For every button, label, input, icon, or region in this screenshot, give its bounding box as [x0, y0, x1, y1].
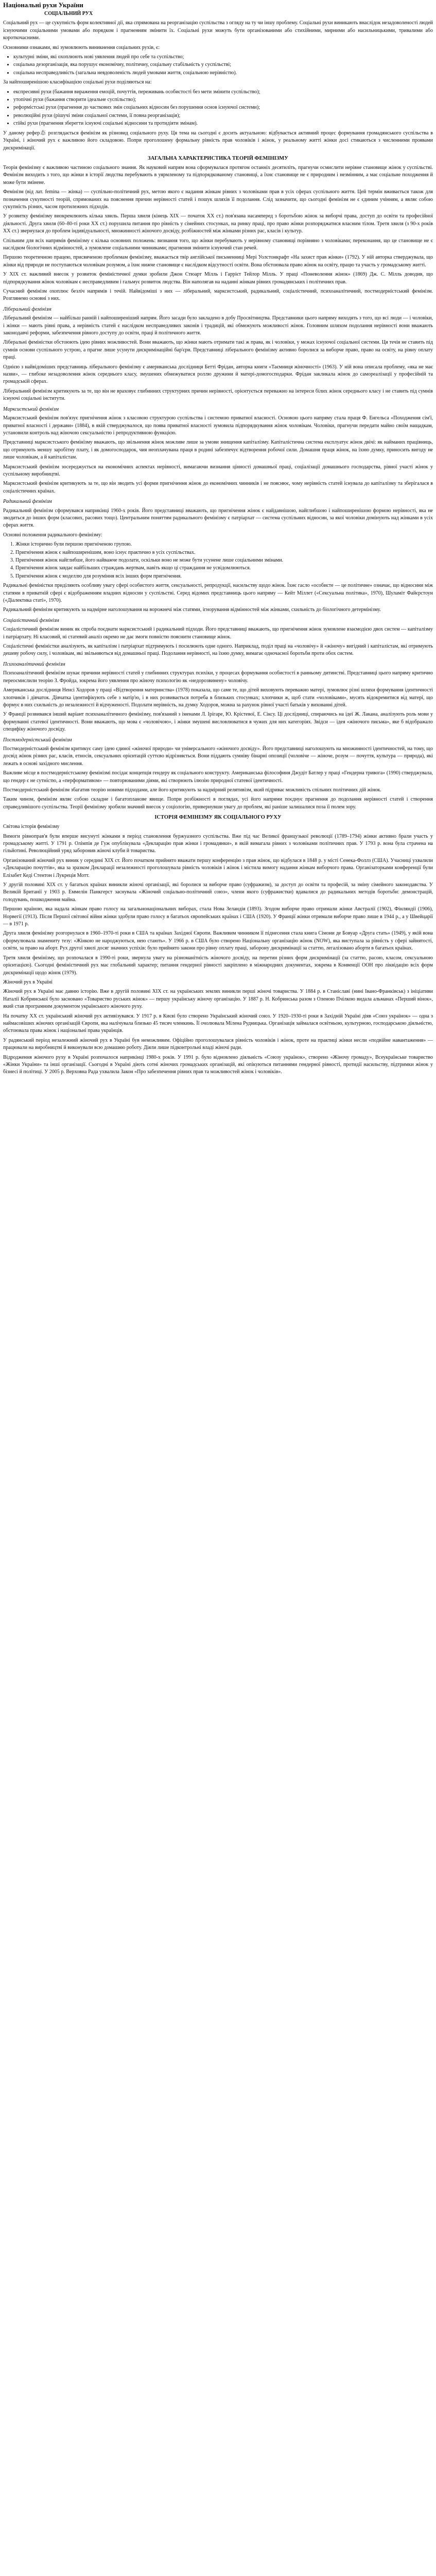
paragraph: Світова історія фемінізму	[3, 824, 60, 830]
list-item: 2. Пригнічення жінок є найпоширенішим, воно існує практично в усіх суспільствах.	[15, 549, 433, 556]
paragraph: Вимоги рівноправ'я були вперше висунуті жінками в період становлення буржуазного суспільства. Вже під час Великої французької революції (1789–1794) жінки активно брали участь у громадському житті. У 1791 р. Олімпія де Гуж опублікувала «Декларацію прав жінки і громадянки», в якій вимагала рівних з чоловіками політичних прав. У 1793 р. вона була страчена на гільйотині. Революційний уряд заборонив жіночі клуби й товариства.	[3, 833, 433, 854]
paragraph: Важливе місце в постмодерністському фемінізмі посідає концепція гендеру як соціального конструкту. Американська філософиня Джудіт Батлер у праці «Гендерна тривога» (1990) стверджувала, що гендер є не сутністю, а «перформативом» — повторюваними діями, які створюють ілюзію природної статевої ідентичності.	[3, 770, 433, 784]
paragraph: Жіночий рух в Україні	[3, 979, 53, 985]
paragraph: У розвитку фемінізму виокремлюють кілька хвиль. Перша хвиля (кінець XIX — початок XX ст.) пов'язана насамперед з боротьбою жінок за виборчі права, доступ до освіти та професійної діяльності. Друга хвиля (60–80-ті роки XX ст.) порушила питання про рівність у сімейних стосунках, на ринку праці, про право жінки розпоряджатися власним тілом. Третя хвиля (з 90-х років XX ст.) звернулася до проблем індивідуальності, множинності жіночого досвіду, розбіжностей між жінками різних рас, класів і культур.	[3, 213, 433, 234]
paragraph: У даному рефер态 розглядається фемінізм як різновид соціального руху. Ця тема на сьогодні є досить актуальною: відбувається активний процес формування громадянського суспільства в Україні, і жіночий рух є важливою його складовою. Попри проголошену формальну рівність прав чоловіків і жінок, у реальному житті жінки досі стикаються з численними проявами дискримінації.	[3, 130, 433, 151]
section-heading: Постмодерністський фемінізм	[3, 737, 72, 743]
section-heading: ІСТОРІЯ ФЕМІНІЗМУ ЯК СОЦІАЛЬНОГО РУХУ	[154, 815, 282, 821]
paragraph: Організований жіночий рух виник у середині XIX ст. Його початком прийнято вважати першу конференцію з прав жінок, що відбулася в 1848 р. у місті Сенека-Фоллз (США). Учасниці ухвалили «Декларацію почуттів», яка за зразком Декларації незалежності проголошувала рівність чоловіків і жінок і містила вимогу надання жінкам виборчого права. Організаторками конференції були Елізабет Кеді Стентон і Лукреція Мотт.	[3, 857, 433, 878]
page-subtitle: СОЦІАЛЬНИЙ РУХ	[44, 11, 93, 16]
paragraph: Третя хвиля фемінізму, що розпочалася в 1990-ті роки, звернула увагу на різноманітність жіночого досвіду, на перетин різних форм дискримінації (за статтю, расою, класом, сексуальною орієнтацією). Сьогодні феміністичний рух має глобальний характер; питання гендерної рівності закріплено в міжнародних документах, зокрема в Конвенції ООН про ліквідацію всіх форм дискримінації щодо жінок (1979).	[3, 955, 433, 976]
list-item: • культурні зміни, які охоплюють нові уявлення людей про себе та суспільство;	[13, 54, 433, 61]
document-body	[3, 20, 433, 1076]
paragraph: Американська дослідниця Ненсі Ходоров у праці «Відтворення материнства» (1978) показала, що саме те, що дітей виховують переважно матері, зумовлює різні шляхи формування ідентичності хлопчиків і дівчаток. Дівчатка ідентифікують себе з матір'ю, і в них розвивається потреба в близьких стосунках; хлопчики ж, щоб стати «чоловіками», мусять відокремитися від матері, що формує в них схильність до незалежності й відчуженості. Подолати нерівність, на думку Ходоров, можна за рахунок рівної участі батьків у вихованні дітей.	[3, 687, 433, 708]
paragraph: Першою країною, яка надала жінкам право голосу на загальнонаціональних виборах, стала Нова Зеландія (1893). Згодом виборче право отримали жінки Австралії (1902), Фінляндії (1906), Норвегії (1913). Після Першої світової війни жінки здобули право голосу в багатьох європейських країнах і США (1920). У Франції жінки отримали виборче право лише в 1944 р., а у Швейцарії — в 1971 р.	[3, 906, 433, 927]
section-heading: Соціалістичний фемінізм	[3, 617, 59, 623]
section-heading: Ліберальний фемінізм	[3, 306, 51, 312]
paragraph: Радикальний фемінізм критикують за надмірне наголошування на ворожнечі між статями, ігнорування відмінностей між жінками, схильність до біологічного детермінізму.	[3, 607, 381, 613]
document-page	[0, 0, 436, 1076]
section-heading: Радикальний фемінізм	[3, 499, 52, 505]
paragraph: Фемінізм (від лат. femina — жінка) — суспільно-політичний рух, метою якого є надання жінкам рівних з чоловіками прав в усіх сферах суспільного життя. Цей термін вживається також для позначення сукупності теорій, спрямованих на пояснення причин нерівності статей і пошук шляхів її подолання. Слід зазначити, що сьогодні фемінізм не є єдиним учінням, а являє собою сукупність різних, часом протилежних підходів.	[3, 189, 433, 210]
paragraph: Марксистський фемінізм пов'язує пригнічення жінок з класовою структурою суспільства і системою приватної власності. Основою цього напряму стала праця Ф. Енгельса «Походження сім'ї, приватної власності і держави» (1884), в якій стверджувалося, що поява приватної власності зумовила підпорядкування жінок чоловікам. Чоловіки, прагнучи передати майно своїм нащадкам, установили контроль над жіночою сексуальністю і репродуктивною функцією.	[3, 415, 433, 436]
paragraph: Основними ознаками, які зумовлюють виникнення соціальних рухів, є:	[3, 44, 160, 50]
section-heading: Марксистський фемінізм	[3, 406, 59, 412]
paragraph: Теорія фемінізму є важливою частиною соціального знання. Як науковий напрям вона сформувалася протягом останніх десятиліть, прагнучи осмислити нерівне становище жінок у суспільстві. Фемінізм виходить з того, що жінки в історії людства перебувають в уярмленому та підпорядкованому становищі, а їхнє становище не є природним і незмінним, а має соціальне походження й може бути змінене.	[3, 164, 433, 185]
paragraph: Основні положення радикального фемінізму:	[3, 532, 102, 538]
paragraph: Психоаналітичний фемінізм шукає причини нерівності статей у глибинних структурах психіки, у процесах формування особистості в ранньому дитинстві. Представниці цього напряму критично переосмислили теорію З. Фройда, зокрема його уявлення про жіночу психологію як «недорозвинену» чоловічу.	[3, 670, 433, 684]
paragraph: За найпоширенішою класифікацією соціальні рухи поділяються на:	[3, 79, 152, 86]
paragraph: Радикальний фемінізм сформувався наприкінці 1960-х років. Його представниці вважають, що пригнічення жінок є найдавнішою, найглибшою і найпоширенішою формою нерівності, яка не зводиться до інших форм (класових, расових тощо). Центральним поняттям радикального фемінізму є патріархат — система суспільних відносин, за якої чоловіки домінують над жінками в усіх сферах життя.	[3, 507, 433, 529]
paragraph: Відродження жіночого руху в Україні розпочалося наприкінці 1980-х років. У 1991 р. було відновлено діяльність «Союзу українок», створено «Жіночу громаду», Всеукраїнське товариство «Жінки України» та інші організації. Сьогодні в Україні діють сотні жіночих громадських організацій, які опікуються питаннями гендерної рівності, протидії насильству, підтримки жінок у бізнесі й політиці. У 2005 р. Верховна Рада ухвалила Закон «Про забезпечення рівних прав та можливостей жінок і чоловіків».	[3, 1054, 433, 1075]
paragraph: Ліберальний фемінізм — найбільш ранній і найпоширеніший напрям. Його засади було закладено в добу Просвітництва. Представники цього напряму виходять з того, що всі люди — і чоловіки, і жінки — мають рівні права, а нерівність статей є наслідком несправедливих законів і традицій, які обмежують можливості жінок. Головним шляхом подолання нерівності вони вважають законодавчі реформи, забезпечення рівного доступу до освіти, праці й політичного життя.	[3, 315, 433, 336]
paragraph: Ліберальний фемінізм критикують за те, що він не враховує глибинних структурних причин нерівності, орієнтується переважно на інтереси білих жінок середнього класу і не ставить під сумнів існуючі соціальні інститути.	[3, 388, 433, 402]
paragraph: У Франції розвивався інший варіант психоаналітичного фемінізму, пов'язаний з іменами Л. Ірігаре, Ю. Крістевої, Е. Сіксу. Ці дослідниці, спираючись на ідеї Ж. Лакана, аналізують роль мови у формуванні статевої ідентичності. Вони вважають, що мова є «чоловічою», і жінки змушені висловлюватися в чужих для них категоріях. Звідси — ідея «жіночого письма», яке б відображало специфіку жіночого досвіду.	[3, 711, 433, 733]
list-item: 5. Пригнічення жінок є моделлю для розуміння всіх інших форм пригнічення.	[15, 573, 433, 580]
paragraph: У другій половині XIX ст. у багатьох країнах виникли жіночі організації, які боролися за виборче право (суфражизм), за доступ до освіти та професій, за зміну сімейного законодавства. У Великій Британії у 1903 р. Еммелін Панкгерст заснувала «Жіночий соціально-політичний союз», члени якого (суфражистки) вдавалися до радикальних методів боротьби: демонстрацій, голодувань, пошкодження майна.	[3, 882, 433, 903]
list-item: • реформістські рухи (прагнення до часткових змін соціальних відносин без порушення основ існуючої системи);	[13, 104, 433, 111]
paragraph: У радянський період незалежний жіночий рух в Україні був неможливим. Офіційно проголошувалася рівність чоловіків і жінок, проте на практиці жінки несли «подвійне навантаження» — працювали на виробництві й виконували всю домашню роботу. Діяли лише підконтрольні владі жіночі ради.	[3, 1037, 433, 1051]
list-item: 4. Пригнічення жінок завдає найбільших страждань жертвам, навіть якщо ці страждання не усвідомлюються.	[15, 565, 433, 572]
list-item: • соціальна дезорганізація, яка порушує економічну, політичну, соціальну стабільність у суспільстві;	[13, 61, 433, 69]
paragraph: Однією з найвідоміших представниць ліберального фемінізму є американська дослідниця Бетті Фрідан, авторка книги «Таємниця жіночності» (1963). У ній вона описала проблему, «яка не має назви», — глибоке незадоволення жінок середнього класу, змушених обмежуватися роллю дружини й матері-домогосподарки. Фрідан закликала жінок до самореалізації у професійній та громадській сферах.	[3, 364, 433, 385]
paragraph: У XIX ст. важливий внесок у розвиток феміністичної думки зробили Джон Стюарт Мілль і Гаррієт Тейлор Мілль. У праці «Поневолення жінок» (1869) Дж. С. Мілль доводив, що підпорядкування жінок чоловікам є несправедливим і гальмує розвиток людства. Він наполягав на наданні жінкам рівних громадянських і політичних прав.	[3, 272, 433, 285]
paragraph: Сучасний фемінізм охоплює безліч напрямів і течій. Найвідоміші з них — ліберальний, марксистський, радикальний, соціалістичний, психоаналітичний, постмодерністський фемінізм. Розглянемо основні з них.	[3, 289, 433, 302]
bullet-list	[3, 89, 433, 128]
numbered-list	[3, 541, 433, 580]
paragraph: Марксистський фемінізм критикують за те, що він зводить усі форми пригнічення жінок до економічних чинників і не пояснює, чому нерівність статей існувала до капіталізму та зберігалася в соціалістичних країнах.	[3, 481, 433, 494]
paragraph: Соціалістичний фемінізм виник як спроба поєднати марксистський і радикальний підходи. Його представниці вважають, що пригнічення жінок зумовлене взаємодією двох систем — капіталізму і патріархату. Ні класовий, ні статевий аналіз окремо не дає змоги повністю пояснити становище жінок.	[3, 626, 433, 640]
paragraph: Жіночий рух в Україні має давню історію. Вже в другій половині XIX ст. на українських землях виникли перші жіночі товариства. У 1884 р. в Станіславі (нині Івано-Франківськ) з ініціативи Наталії Кобринської було засновано «Товариство руських жінок» — першу українську жіночу організацію. У 1887 р. Н. Кобринська разом з Оленою Пчілкою видала альманах «Перший вінок», який став програмним документом українського жіночого руху.	[3, 989, 433, 1010]
paragraph: Радикальні феміністки приділяють особливу увагу сфері особистого життя, сексуальності, репродукції, насильству щодо жінок. Їхнє гасло «особисте — це політичне» означає, що відносини між статями в приватній сфері є відображенням владних відносин у суспільстві. Серед відомих представниць цього напряму — Кейт Міллет («Сексуальна політика», 1970), Шуламіт Файєрстоун («Діалектика статі», 1970).	[3, 583, 433, 604]
paragraph: Першою теоретичною працею, присвяченою проблемам фемінізму, вважається твір англійської письменниці Мері Уолстонкрафт «На захист прав жінки» (1792). У ній авторка стверджувала, що жінки від природи не поступаються чоловікам розумом, а їхнє нижче становище є наслідком відсутності освіти. Вона обстоювала право жінок на освіту, працю та участь у громадському житті.	[3, 255, 433, 268]
paragraph: Постмодерністський фемінізм критикує саму ідею єдиної «жіночої природи» чи універсального «жіночого досвіду». Його представниці наголошують на множинності ідентичностей, на тому, що досвід жінок різних рас, класів, етносів, сексуальних орієнтацій суттєво відрізняється. Вони піддають сумніву бінарні опозиції (чоловіче — жіноче, розум — почуття, культура — природа), які лежать в основі західного мислення.	[3, 745, 433, 767]
paragraph: Спільним для всіх напрямів фемінізму є кілька основних положень: визнання того, що жінки перебувають у нерівному становищі порівняно з чоловіками; переконання, що це становище не є наслідком біологічних відмінностей, а зумовлене соціальними чинниками; прагнення змінити існуючий стан речей.	[3, 238, 433, 251]
list-item: • стійкі рухи (прагнення зберегти існуючі соціальні відносини та протидіяти змінам).	[13, 120, 433, 127]
paragraph: Таким чином, фемінізм являє собою складне і багатопланове явище. Попри розбіжності в поглядах, усі його напрями поєднує прагнення до подолання нерівності статей і створення справедливішого суспільства. Теорії фемінізму зробили значний внесок у соціологію, привернувши увагу до проблем, які раніше залишалися поза її полем зору.	[3, 796, 433, 810]
paragraph: На початку XX ст. український жіночий рух активізувався. У 1917 р. в Києві було створено Український жіночий союз. У 1920–1930-ті роки в Західній Україні діяв «Союз українок» — одна з наймасовіших жіночих організацій Європи, яка налічувала близько 45 тисяч членкинь. Її очолювала Мілена Рудницька. Організація займалася освітньою, культурною, господарською діяльністю, обстоювала права жінок і національні права українців.	[3, 1013, 433, 1034]
page-title: Національні рухи України	[3, 1, 83, 9]
section-heading: Психоаналітичний фемінізм	[3, 661, 65, 667]
bullet-list	[3, 54, 433, 77]
list-item: 3. Пригнічення жінок найглибше, його найважче подолати, оскільки воно не може бути усунене лише соціальними змінами.	[15, 557, 433, 564]
section-heading: ЗАГАЛЬНА ХАРАКТЕРИСТИКА ТЕОРІЙ ФЕМІНІЗМУ	[148, 155, 288, 161]
list-item: • революційні рухи (рішучі зміни соціальної системи, її повна реорганізація);	[13, 112, 433, 120]
paragraph: Друга хвиля фемінізму розгорнулася в 1960–1970-ті роки в США та країнах Західної Європи. Важливим чинником її піднесення стала книга Сімони де Бовуар «Друга стать» (1949), у якій вона сформулювала знамениту тезу: «Жінкою не народжуються, нею стають». У 1966 р. в США було створено Національну організацію жінок (NOW), яка виступала за рівність у сфері зайнятості, освіти, за право на аборт. Рух другої хвилі досяг значних успіхів: було прийнято закони про рівну оплату праці, заборону дискримінації за статтю, легалізовано аборти в багатьох країнах.	[3, 930, 433, 952]
list-item: 1. Жінки історично були першою пригніченою групою.	[15, 541, 433, 548]
list-item: • соціальна несправедливість (загальна невдоволеність людей умовами життя, соціальною нерівністю).	[13, 70, 433, 77]
list-item: • експресивні рухи (бажання вираження емоцій, почуттів, переживань особистості без мети змінити суспільство);	[13, 89, 433, 96]
paragraph: Постмодерністський фемінізм збагатив теорію новими підходами, але його критикують за надмірний релятивізм, який підриває можливість спільних політичних дій жінок.	[3, 787, 381, 793]
list-item: • утопічні рухи (бажання створити ідеальне суспільство);	[13, 96, 433, 104]
paragraph: Соціальний рух — це сукупність форм колективної дії, яка спрямована на реорганізацію суспільства з огляду на ту чи іншу проблему. Соціальні рухи виникають внаслідок незадоволеності людей існуючими соціальними умовами або порядком і прагненням змінити їх. Соціальні рухи можуть бути організованими або стихійними, мирними або насильницькими, тривалими або короткочасними.	[3, 20, 433, 41]
paragraph: Соціалістичні феміністки аналізують, як капіталізм і патріархат підтримують і посилюють одне одного. Наприклад, поділ праці на «чоловічу» й «жіночу» вигідний і капіталістам, які отримують дешеву робочу силу, і чоловікам, які звільняються від домашньої праці. Подолання нерівності, на їхню думку, вимагає одночасної боротьби проти обох систем.	[3, 643, 433, 657]
paragraph: Представниці марксистського фемінізму вважають, що звільнення жінок можливе лише за умови знищення капіталізму. Капіталістична система експлуатує жінок двічі: як найманих працівниць, що отримують меншу заробітну плату, і як домогосподарок, чия неоплачувана праця в родині забезпечує відтворення робочої сили. Домашня праця жінок, на їхню думку, приносить вигоду не лише чоловікам, а й капіталістам.	[3, 439, 433, 461]
paragraph: Марксистський фемінізм зосереджується на економічних аспектах нерівності, вимагаючи визнання цінності домашньої праці, соціалізації домашнього господарства, рівної участі жінок у суспільному виробництві.	[3, 464, 433, 477]
paragraph: Ліберальні феміністки обстоюють ідею рівних можливостей. Вони вважають, що жінки мають отримати такі ж права, як і чоловіки, у межах існуючої соціальної системи. Ця течія не ставить під сумнів основи суспільного устрою, а прагне лише усунути дискримінаційні бар'єри. Представниці ліберального фемінізму активно боролися за виборче право, право на освіту, на рівну оплату праці.	[3, 340, 433, 361]
